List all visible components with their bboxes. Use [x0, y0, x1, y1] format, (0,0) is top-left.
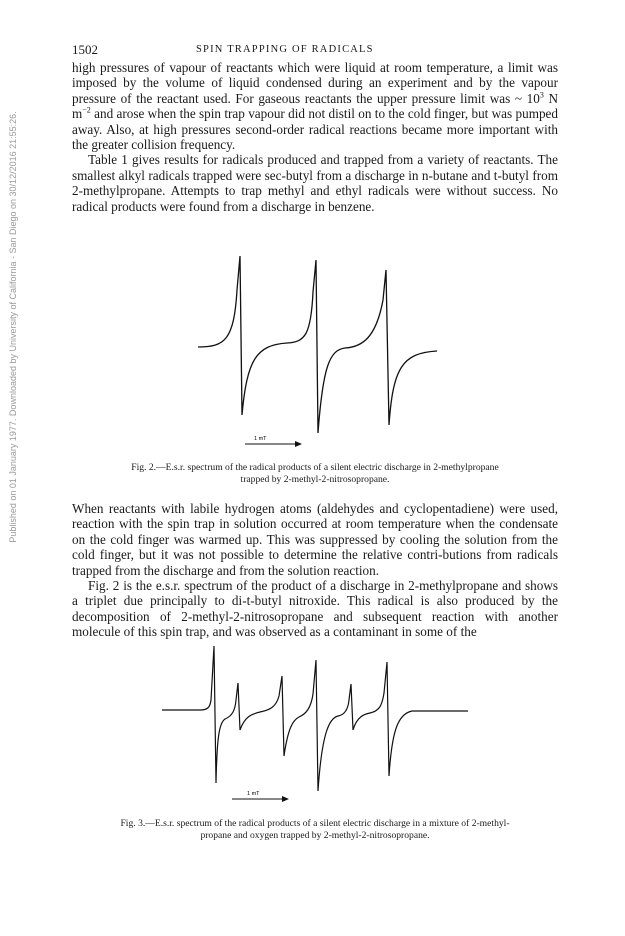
fig2-scale-label: 1 mT	[254, 436, 267, 442]
fig2-spectrum	[190, 250, 445, 460]
page-number: 1502	[72, 42, 98, 57]
body-text-middle	[72, 501, 558, 640]
fig2-scale-arrow	[295, 441, 302, 447]
fig2-trace	[198, 256, 437, 433]
paragraph-pressure: high pressures of vapour of reactants which were liquid at room temperature, a limit was imposed by the volume of liquid condensed during an experiment and by the vapour pressure of the reactant used. For gaseous reactants the upper pressure limit was ~ $10^3$ N $m^{-2}$ and arose when the spin trap vapour did not distil on to the cold finger, but was pumped away. Also, at high pressures second-order radical reactions became more important with the greater collision frequency.	[72, 60, 558, 153]
body-text-top	[72, 60, 558, 214]
paragraph-table1: Table 1 gives results for radicals produced and trapped from a variety of reactants. The smallest alkyl radicals trapped were sec-butyl from a discharge in n-butane and t-butyl from 2-methylpropane. Attempts to trap methyl and ethyl radicals were without success. No radical products were found from a discharge in benzene.	[72, 152, 558, 214]
fig3-scale-label: 1 mT	[247, 791, 260, 797]
fig3-scale-arrow	[282, 796, 289, 802]
download-watermark: Published on 01 January 1977. Downloaded by University of California - San Diego on 30/12/2016 21:55:26.	[8, 111, 18, 543]
fig3-spectrum	[150, 638, 480, 813]
paragraph-fig2-discussion: Fig. 2 is the e.s.r. spectrum of the product of a discharge in 2-methylpropane and shows a triplet due principally to di-t-butyl nitroxide. This radical is also produced by the decomposition of 2-methyl-2-nitrosopropane and subsequent reaction with another molecule of this spin trap, and was observed as a contaminant in some of the	[72, 578, 558, 640]
running-head: SPIN TRAPPING OF RADICALS	[196, 44, 374, 55]
fig3-trace	[162, 646, 468, 791]
fig2-caption: Fig. 2.—E.s.r. spectrum of the radical products of a silent electric discharge in 2-methylpropane trapped by 2-methyl-2-nitrosopropane.	[131, 462, 499, 485]
paragraph-labile-hydrogen: When reactants with labile hydrogen atoms (aldehydes and cyclopentadiene) were used, reaction with the spin trap in solution occurred at room temperature when the condensate on the cold finger was warmed up. This was suppressed by cooling the solution from the cold finger, but it was not possible to determine the relative contri-butions from radicals trapped from the discharge and from the solution reaction.	[72, 501, 558, 578]
fig3-caption: Fig. 3.—E.s.r. spectrum of the radical products of a silent electric discharge in a mixture of 2-methyl- propane and oxygen trapped by 2-methyl-2-nitrosopropane.	[120, 818, 510, 841]
